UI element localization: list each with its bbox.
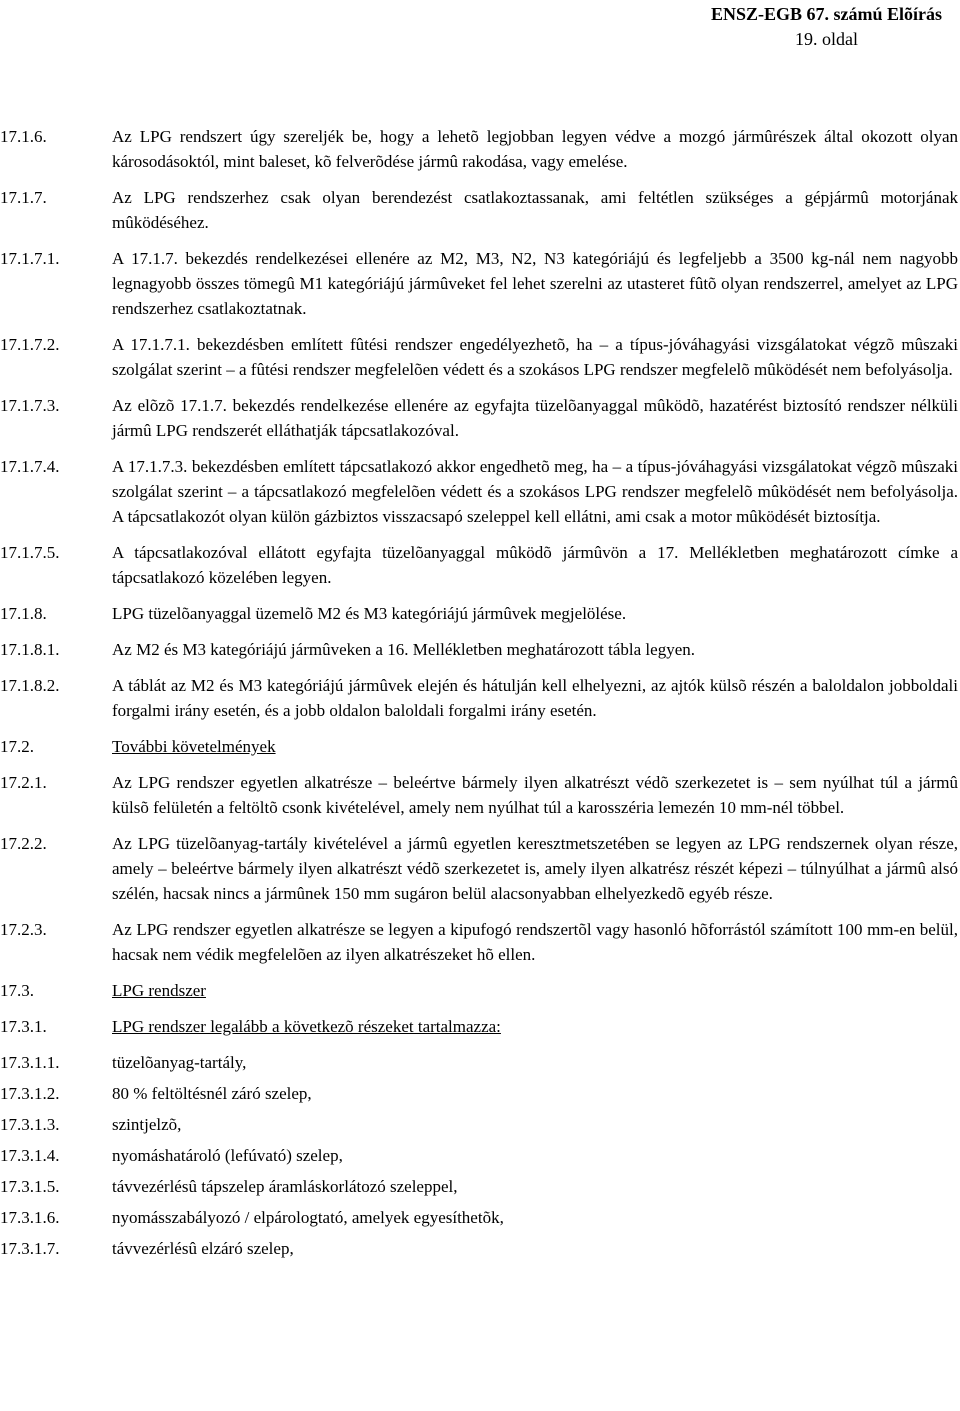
paragraph-text: Az LPG rendszer egyetlen alkatrésze – beleértve bármely ilyen alkatrészt védõ szerkezetet is – sem nyúlhat túl a jármû külsõ felületén a feltöltõ csonk kivételével, amely nem nyúlhat túl a karosszéria lemezén 10 mm-nél többel. xyxy=(112,773,958,817)
paragraph-text: A tápcsatlakozóval ellátott egyfajta tüzelõanyaggal mûködõ jármûvön a 17. Mellékletben meghatározott címke a tápcsatlakozó közelében legyen. xyxy=(112,543,958,587)
paragraph-number: 17.1.7. xyxy=(0,188,47,207)
paragraph-number: 17.3.1.1. xyxy=(0,1053,60,1072)
paragraph-number: 17.3.1.7. xyxy=(0,1239,60,1258)
paragraph-text: 80 % feltöltésnél záró szelep, xyxy=(112,1084,312,1103)
paragraph xyxy=(0,673,958,723)
paragraph-number: 17.1.7.2. xyxy=(0,335,60,354)
paragraph xyxy=(0,770,958,820)
paragraph-number: 17.1.7.4. xyxy=(0,457,60,476)
list-item xyxy=(0,1112,958,1137)
paragraph xyxy=(0,246,958,321)
paragraph xyxy=(0,1014,958,1039)
paragraph-text: A 17.1.7. bekezdés rendelkezései ellenére az M2, M3, N2, N3 kategóriájú és legfeljebb a 3500 kg-nál nem nagyobb legnagyobb összes tömegû M1 kategóriájú jármûveket fel lehet szerelni az utasteret fûtõ olyan rendszerrel, amelyet az LPG rendszerhez csatlakoztatnak. xyxy=(112,249,958,318)
paragraph-number: 17.2.3. xyxy=(0,920,47,939)
paragraph-text: tüzelõanyag-tartály, xyxy=(112,1053,247,1072)
list-item xyxy=(0,1143,958,1168)
paragraph-text: szintjelzõ, xyxy=(112,1115,182,1134)
list-item xyxy=(0,1236,958,1261)
paragraph-number: 17.3.1.4. xyxy=(0,1146,60,1165)
paragraph xyxy=(0,454,958,529)
paragraph-text: LPG tüzelõanyaggal üzemelõ M2 és M3 kategóriájú jármûvek megjelölése. xyxy=(112,604,627,623)
paragraph-text: Az LPG rendszer egyetlen alkatrésze se legyen a kipufogó rendszertõl vagy hasonló hõforrástól számított 100 mm-en belül, hacsak nem védik megfelelõen az ilyen alkatrészeket hõ ellen. xyxy=(112,920,958,964)
section-heading xyxy=(0,734,958,759)
paragraph xyxy=(0,124,958,174)
paragraph-number: 17.3.1. xyxy=(0,1017,47,1036)
list-item xyxy=(0,1081,958,1106)
paragraph-number: 17.3.1.6. xyxy=(0,1208,60,1227)
paragraph-text: A 17.1.7.3. bekezdésben említett tápcsatlakozó akkor engedhetõ meg, ha – a típus-jóváhagyási vizsgálatokat végzõ mûszaki szolgálat szerint – a tápcsatlakozó megfelelõen védett és a szokásos LPG rendszer megfelelõ mûködését nem befolyásolja. A tápcsatlakozót olyan külön gázbiztos visszacsapó szeleppel kell ellátni, ami csak a motor mûködését biztosítja. xyxy=(112,457,958,526)
paragraph xyxy=(0,540,958,590)
paragraph xyxy=(0,917,958,967)
paragraph-number: 17.2.2. xyxy=(0,834,47,853)
page-header xyxy=(711,2,942,52)
paragraph-number: 17.3.1.2. xyxy=(0,1084,60,1103)
paragraph-number: 17.1.7.3. xyxy=(0,396,60,415)
document-body xyxy=(0,124,958,1267)
list-item xyxy=(0,1205,958,1230)
paragraph-number: 17.1.8.1. xyxy=(0,640,60,659)
paragraph-text: távvezérlésû elzáró szelep, xyxy=(112,1239,294,1258)
paragraph xyxy=(0,393,958,443)
paragraph-number: 17.1.8. xyxy=(0,604,47,623)
paragraph-text: nyomásszabályozó / elpárologtató, amelyek egyesíthetõk, xyxy=(112,1208,504,1227)
paragraph-number: 17.1.7.5. xyxy=(0,543,60,562)
section-title: LPG rendszer xyxy=(112,981,206,1000)
section-title: További követelmények xyxy=(112,737,276,756)
paragraph-text: Az LPG rendszerhez csak olyan berendezést csatlakoztassanak, ami feltétlen szükséges a gépjármû motorjának mûködéséhez. xyxy=(112,188,958,232)
page-number: 19. oldal xyxy=(794,29,858,49)
paragraph-number: 17.1.7.1. xyxy=(0,249,60,268)
paragraph-text: Az LPG tüzelõanyag-tartály kivételével a jármû egyetlen keresztmetszetében se legyen az LPG rendszernek olyan része, amely – beleértve bármely ilyen alkatrészt védõ szerkezetet is, amely ilyen alkatrész részét képezi – túlnyúlhat a jármû alsó szélén, hacsak nincs a jármûnek 150 mm sugáron belül alacsonyabban elhelyezkedõ egyéb része. xyxy=(112,834,958,903)
paragraph-text: Az LPG rendszert úgy szereljék be, hogy a lehetõ legjobban legyen védve a mozgó jármûrészek által okozott olyan károsodásoktól, mint baleset, kõ felverõdése jármû rakodása, vagy emelése. xyxy=(112,127,958,171)
paragraph xyxy=(0,601,958,626)
paragraph-text: LPG rendszer legalább a következõ részeket tartalmazza: xyxy=(112,1017,501,1036)
paragraph-number: 17.1.8.2. xyxy=(0,676,60,695)
paragraph-text: Az elõzõ 17.1.7. bekezdés rendelkezése ellenére az egyfajta tüzelõanyaggal mûködõ, hazatérést biztosító rendszer nélküli jármû LPG rendszerét elláthatják tápcsatlakozóval. xyxy=(112,396,958,440)
paragraph-number: 17.3.1.3. xyxy=(0,1115,60,1134)
section-heading xyxy=(0,978,958,1003)
paragraph-text: A 17.1.7.1. bekezdésben említett fûtési rendszer engedélyezhetõ, ha – a típus-jóváhagyási vizsgálatokat végzõ mûszaki szolgálat szerint – a fûtési rendszer megfelelõen védett és a szokásos LPG rendszer megfelelõ mûködését nem befolyásolja. xyxy=(112,335,958,379)
paragraph-number: 17.3.1.5. xyxy=(0,1177,60,1196)
list-item xyxy=(0,1174,958,1199)
paragraph xyxy=(0,637,958,662)
paragraph xyxy=(0,185,958,235)
paragraph-text: Az M2 és M3 kategóriájú jármûveken a 16. Mellékletben meghatározott tábla legyen. xyxy=(112,640,695,659)
list-item xyxy=(0,1050,958,1075)
document-title: ENSZ-EGB 67. számú Elõírás xyxy=(710,4,942,24)
paragraph-number: 17.1.6. xyxy=(0,127,47,146)
paragraph-text: távvezérlésû tápszelep áramláskorlátozó szeleppel, xyxy=(112,1177,458,1196)
paragraph-number: 17.2. xyxy=(0,737,34,756)
paragraph-text: nyomáshatároló (lefúvató) szelep, xyxy=(112,1146,343,1165)
paragraph-text: A táblát az M2 és M3 kategóriájú jármûvek elején és hátulján kell elhelyezni, az ajtók külsõ részén a baloldalon jobboldali forgalmi irány esetén, és a jobb oldalon baloldali forgalmi irány esetén. xyxy=(112,676,958,720)
paragraph xyxy=(0,332,958,382)
paragraph-number: 17.2.1. xyxy=(0,773,47,792)
paragraph-number: 17.3. xyxy=(0,981,34,1000)
paragraph xyxy=(0,831,958,906)
